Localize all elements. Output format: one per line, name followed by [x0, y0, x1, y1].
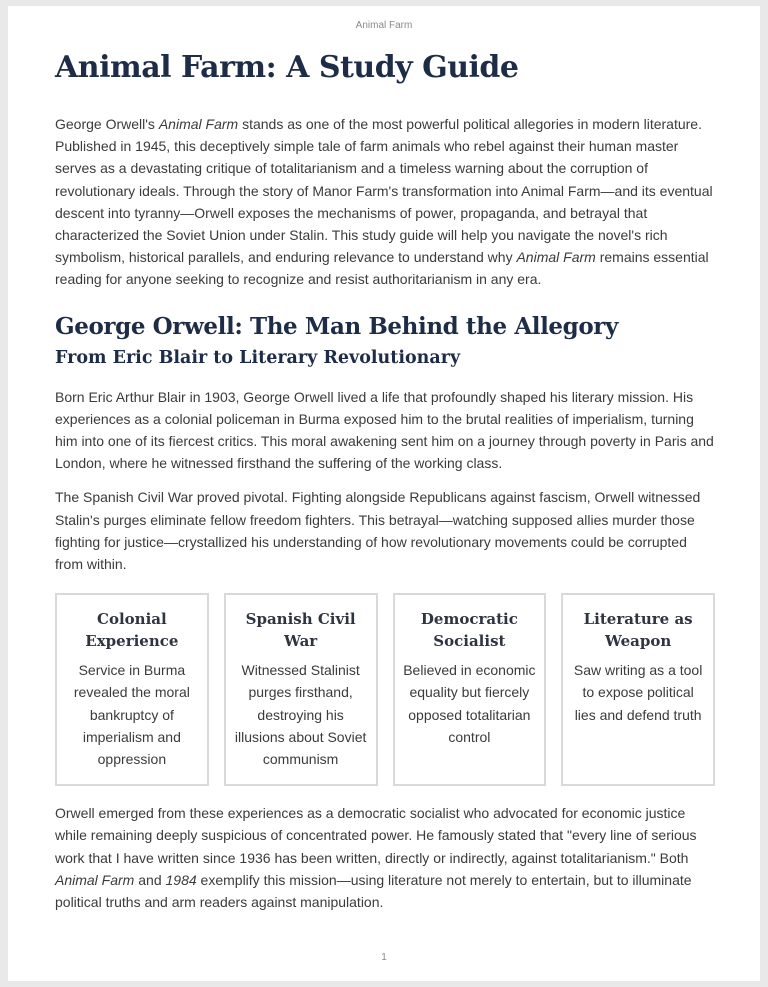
page-title: Animal Farm: A Study Guide [55, 50, 519, 85]
book-title-emphasis: 1984 [165, 871, 197, 888]
body-paragraph: The Spanish Civil War proved pivotal. Fighting alongside Republicans against fascism, Orwell witnessed Stalin's purges eliminate fellow freedom fighters. This betrayal—watching supposed allies murder those fighting for justice—crystallized his understanding of how revolutionary movements could be corrupted from within. [55, 489, 701, 573]
card-title: Spanish Civil War [245, 610, 356, 650]
card-democratic-socialist [393, 593, 547, 786]
para-text-start: Orwell emerged from these experiences as a democratic socialist who advocated for economic justice while remaining deeply suspicious of concentrated power. He famously stated that "every line of serious work that I have written since 1936 has been written, directly or indirectly, against totalitarianism." Both [55, 805, 697, 866]
section-heading: George Orwell: The Man Behind the Allegory [55, 312, 618, 340]
card-text: Witnessed Stalinist purges firsthand, destroying his illusions about Soviet communism [234, 662, 367, 768]
page-content [55, 50, 715, 925]
para-text-middle: and [134, 871, 166, 888]
intro-text-start: George Orwell's [55, 116, 159, 132]
section-subheading: From Eric Blair to Literary Revolutionary [55, 347, 461, 368]
intro-paragraph [55, 113, 715, 291]
card-literature-as-weapon [561, 593, 715, 786]
intro-text-end: remains essential reading for anyone seeking to recognize and resist authoritarianism in any era. [55, 249, 709, 288]
body-paragraph: Born Eric Arthur Blair in 1903, George Orwell lived a life that profoundly shaped his literary mission. His experiences as a colonial policeman in Burma exposed him to the brutal realities of imperialism, turning him into one of its fiercest critics. This moral awakening sent him on a journey through poverty in Paris and London, where he witnessed firsthand the suffering of the working class. [55, 388, 714, 472]
key-points-cards [55, 593, 715, 786]
card-colonial-experience [55, 593, 209, 786]
running-header: Animal Farm [355, 20, 413, 31]
book-title-emphasis: Animal Farm [55, 871, 135, 888]
book-title-emphasis: Animal Farm [158, 116, 239, 132]
card-text: Service in Burma revealed the moral bankruptcy of imperialism and oppression [73, 662, 190, 768]
para-text-end: exemplify this mission—using literature not merely to entertain, but to illuminate political truths and arm readers against manipulation. [55, 871, 692, 911]
card-title: Literature as Weapon [583, 610, 693, 650]
body-paragraph [55, 802, 715, 913]
card-spanish-civil-war [224, 593, 378, 786]
card-text: Saw writing as a tool to expose political lies and defend truth [573, 662, 703, 723]
card-text: Believed in economic equality but fiercely opposed totalitarian control [403, 662, 536, 745]
document-page [8, 6, 760, 981]
page-number: 1 [381, 952, 387, 963]
book-title-emphasis: Animal Farm [516, 249, 596, 266]
intro-text-middle: stands as one of the most powerful political allegories in modern literature. Published in 1945, this deceptively simple tale of farm animals who rebel against their human master serves as a devastating critique of totalitarianism and a timeless warning about the corruption of revolutionary ideals. Through the story of Manor Farm's transformation into Animal Farm—and its eventual descent into tyranny—Orwell exposes the mechanisms of power, propaganda, and betrayal that characterized the Soviet Union under Stalin. This study guide will help you navigate the novel's rich symbolism, historical parallels, and enduring relevance to understand why [55, 116, 713, 266]
card-title: Colonial Experience [85, 610, 179, 650]
card-title: Democratic Socialist [420, 610, 518, 650]
